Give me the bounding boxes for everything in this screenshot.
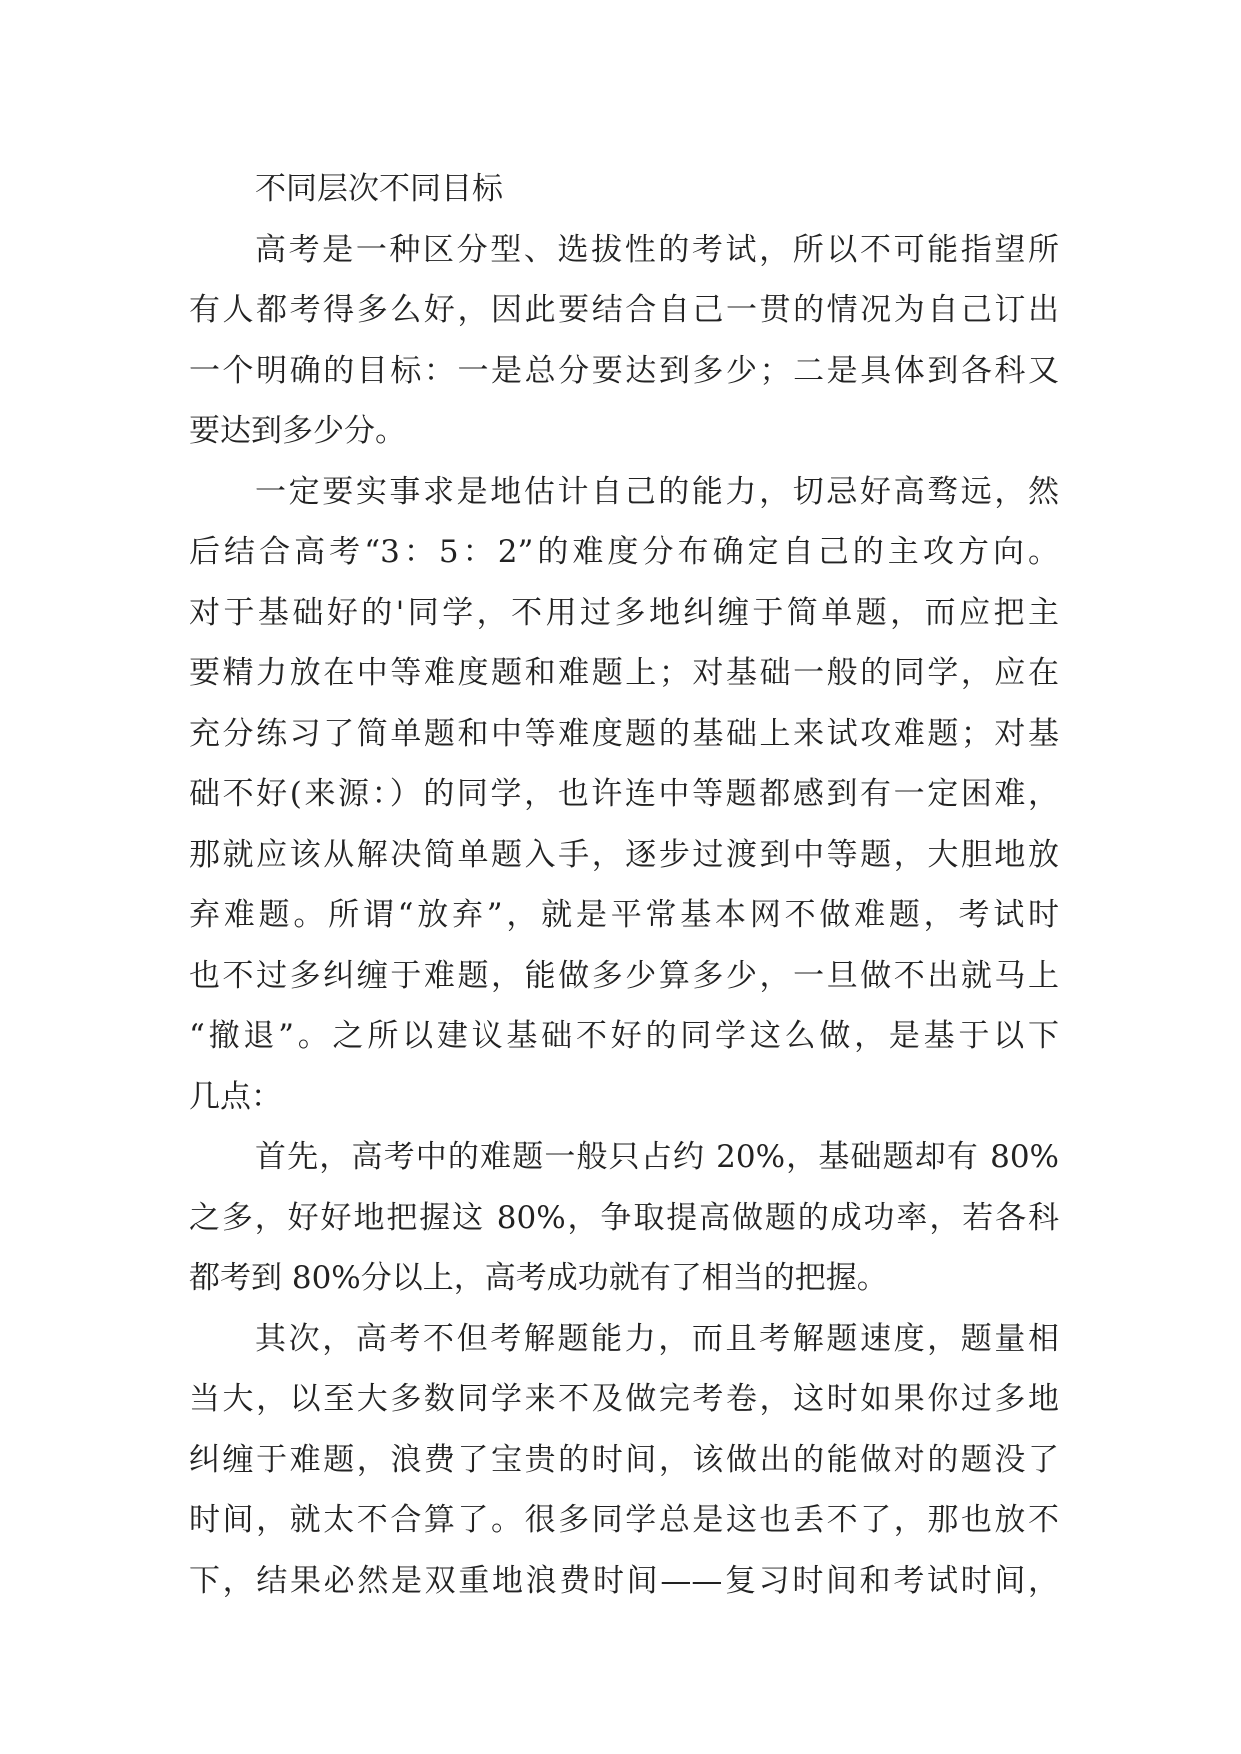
text-line: 不同层次不同目标 [255,171,503,207]
text-line: 当大，以至大多数同学来不及做完考卷，这时如果你过多地 [189,1381,1059,1417]
text-line: 纠缠于难题，浪费了宝贵的时间，该做出的能做对的题没了 [189,1441,1059,1478]
text-line: 高考是一种区分型、选拔性的考试，所以不可能指望所 [255,231,1059,268]
text-line: 要达到多少分。 [189,413,406,449]
text-line: 其次，高考不但考解题能力，而且考解题速度，题量相 [255,1320,1059,1357]
document-body [189,159,1059,1611]
text-line: 弃难题。所谓“放弃”，就是平常基本网不做难题，考试时 [189,897,1059,933]
text-line: 一个明确的目标：一是总分要达到多少；二是具体到各科又 [189,352,1059,389]
text-line: 要精力放在中等难度题和难题上；对基础一般的同学，应在 [189,655,1059,691]
text-line: “撤退”。之所以建议基础不好的同学这么做，是基于以下 [189,1018,1059,1054]
text-line: 首先，高考中的难题一般只占约 20%，基础题却有 80% [255,1139,1059,1175]
text-line: 础不好(来源：）的同学，也许连中等题都感到有一定困难， [189,776,1059,812]
text-line: 几点： [189,1078,282,1115]
text-line: 都考到 80%分以上，高考成功就有了相当的把握。 [189,1260,888,1296]
text-line: 对于基础好的'同学，不用过多地纠缠于简单题，而应把主 [189,594,1059,631]
text-line: 一定要实事求是地估计自己的能力，切忌好高骛远，然 [255,473,1059,510]
text-line: 也不过多纠缠于难题，能做多少算多少，一旦做不出就马上 [189,957,1059,994]
text-line: 有人都考得多么好，因此要结合自己一贯的情况为自己订出 [189,292,1059,328]
text-line: 之多，好好地把握这 80%，争取提高做题的成功率，若各科 [189,1199,1059,1236]
text-line: 时间，就太不合算了。很多同学总是这也丢不了，那也放不 [189,1502,1059,1538]
text-line: 后结合高考“3：5：2”的难度分布确定自己的主攻方向。 [189,534,1059,570]
text-line: 那就应该从解决简单题入手，逐步过渡到中等题，大胆地放 [189,836,1059,873]
text-line: 下，结果必然是双重地浪费时间——复习时间和考试时间， [189,1562,1059,1599]
text-line: 充分练习了简单题和中等难度题的基础上来试攻难题；对基 [189,715,1059,752]
